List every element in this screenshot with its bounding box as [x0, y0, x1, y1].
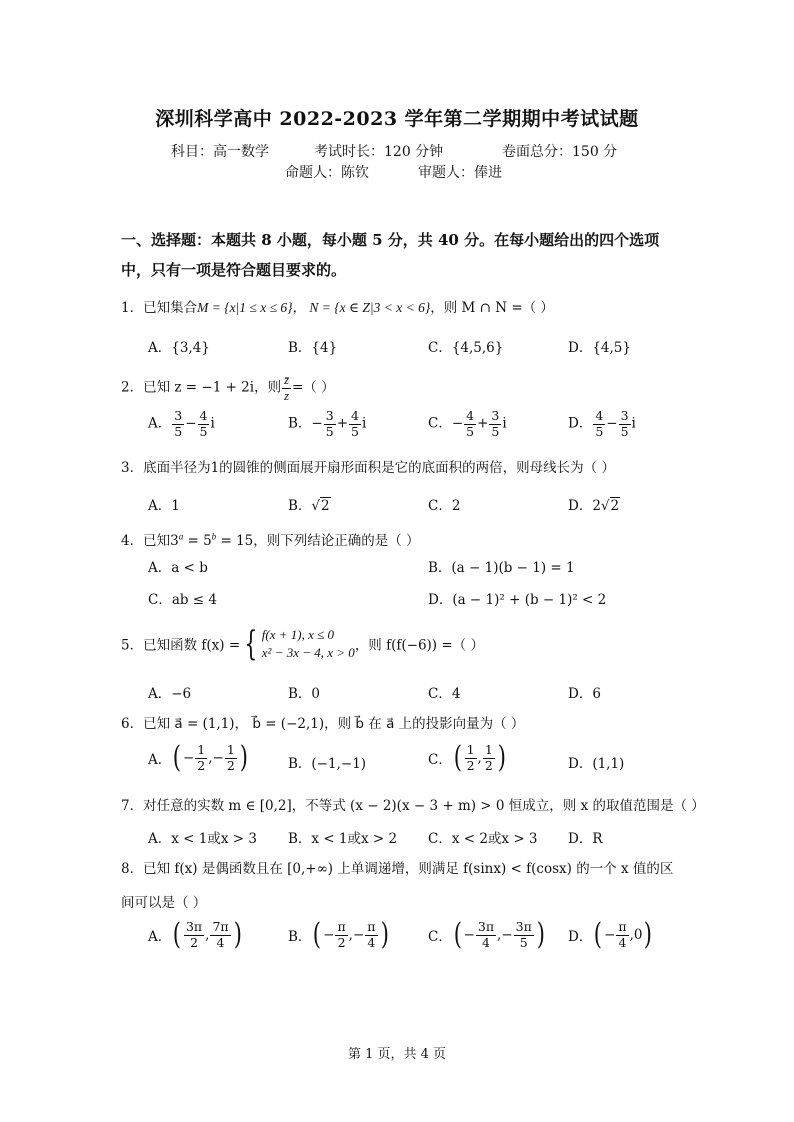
separator: , [477, 750, 482, 766]
sqrt-sign: √ [600, 498, 610, 514]
fraction [616, 921, 628, 949]
question-2 [121, 374, 335, 402]
fraction [365, 921, 377, 949]
minus-sign: − [323, 927, 335, 943]
q8-option-a[interactable] [148, 917, 243, 952]
q8-option-c[interactable] [428, 917, 547, 952]
question-text-tail: ，则 f(f(−6)) =（ ） [354, 637, 484, 654]
sqrt-sign: √ [311, 498, 321, 514]
numerator: 3 [620, 408, 629, 423]
denominator: 4 [216, 934, 225, 950]
q4-option-b[interactable]: B．(a − 1)(b − 1) = 1 [428, 560, 575, 576]
left-paren: ( [173, 740, 182, 775]
question-7: 7．对任意的实数 m ∈ [0,2]，不等式 (x − 2)(x − 3 + m) > 0 恒成立，则 x 的取值范围是（ ） [121, 798, 705, 814]
numerator: π [618, 919, 627, 934]
denominator: 5 [325, 423, 334, 439]
q7-option-d[interactable]: D．R [568, 831, 603, 847]
total-score-label: 卷面总分：150 分 [502, 144, 618, 160]
piecewise-cases [262, 626, 355, 661]
q4-option-c[interactable]: C．ab ≤ 4 [148, 592, 218, 608]
q8-option-d[interactable] [568, 917, 654, 952]
question-text: 4．已知3 [121, 533, 179, 549]
imag-unit: i [502, 415, 507, 432]
left-paren: ( [173, 917, 182, 952]
set-n: ， N = {x ∈ Z|3 < x < 6} [292, 300, 431, 315]
option-label: B． [288, 415, 312, 432]
fraction [514, 921, 534, 949]
numerator: 4 [199, 408, 208, 423]
fraction [172, 410, 184, 438]
fraction [349, 410, 361, 438]
fraction [324, 410, 336, 438]
question-number: 1． [121, 300, 144, 316]
q5-option-d[interactable]: D．6 [568, 686, 601, 702]
denominator: 2 [190, 934, 199, 950]
question-8-line1: 8．已知 f(x) 是偶函数且在 [0,+∞) 上单调递增，则满足 f(sinx) < f(cosx) 的一个 x 值的区 [121, 861, 674, 877]
fraction [184, 921, 204, 949]
fraction [489, 410, 501, 438]
fraction [483, 744, 495, 772]
numerator: 4 [351, 408, 359, 423]
minus-sign: − [604, 927, 616, 943]
question-text: 已知 z = −1 + 2i，则 [143, 379, 282, 396]
q5-option-a[interactable]: A．−6 [148, 686, 192, 702]
question-text-tail: = 15，则下列结论正确的是（ ） [216, 533, 420, 549]
q4-option-d[interactable]: D．(a − 1)² + (b − 1)² < 2 [428, 592, 607, 608]
denominator: 5 [595, 423, 604, 439]
denominator: 2 [484, 757, 493, 773]
numerator: 4 [595, 408, 604, 423]
left-paren: ( [594, 917, 603, 952]
q3-option-c[interactable]: C．2 [428, 498, 461, 514]
denominator: 5 [199, 423, 208, 439]
q7-option-b[interactable]: B．x < 1或x > 2 [288, 831, 398, 847]
exam-title: 深圳科学高中 2022-2023 学年第二学期期中考试试题 [155, 108, 639, 130]
question-4 [121, 529, 420, 549]
case-1: f(x + 1), x ≤ 0 [261, 627, 334, 642]
denominator: 4 [481, 934, 490, 950]
sqrt-radicand [610, 498, 621, 514]
q7-option-a[interactable]: A．x < 1或x > 3 [148, 831, 257, 847]
fraction [335, 921, 347, 949]
exponent-b: b [211, 531, 217, 542]
numerator: 3π [515, 919, 532, 934]
minus-sign: − [463, 927, 475, 943]
denominator: 2 [466, 757, 475, 773]
question-8-line2: 间可以是（ ） [121, 895, 207, 911]
q6-option-a[interactable] [148, 740, 250, 775]
option-label: A． [148, 929, 172, 945]
denominator: 5 [174, 423, 183, 439]
operator: + [336, 415, 348, 432]
imag-unit: i [631, 415, 636, 432]
sqrt-radicand [320, 498, 331, 514]
question-number: 2． [121, 379, 144, 396]
right-paren: ) [380, 917, 389, 952]
denominator: z [284, 388, 289, 403]
fraction [593, 410, 605, 438]
q3-option-a[interactable]: A．1 [148, 498, 180, 514]
option-label: B． [288, 498, 312, 514]
question-text-mid: = 5 [183, 533, 212, 549]
q8-option-b[interactable] [288, 917, 390, 952]
radicand: 2 [321, 498, 330, 514]
denominator: 5 [351, 423, 359, 439]
option-label: D．2 [568, 498, 601, 514]
operator: − [185, 415, 197, 432]
q1-option-a[interactable]: A．{3,4} [148, 340, 210, 356]
section-heading-line2: 中，只有一项是符合题目要求的。 [121, 261, 347, 279]
q5-option-c[interactable]: C．4 [428, 686, 461, 702]
denominator: 5 [491, 423, 500, 439]
operator: − [606, 415, 618, 432]
separator: ,− [497, 927, 513, 943]
set-m: M = {x|1 ≤ x ≤ 6} [197, 300, 293, 315]
fraction [225, 744, 237, 772]
q2-option-c[interactable] [428, 410, 507, 438]
q1-option-c[interactable]: C．{4,5,6} [428, 340, 504, 356]
fraction [198, 410, 210, 438]
option-label: A． [148, 415, 172, 432]
numerator: 4 [466, 408, 475, 423]
fraction [476, 921, 496, 949]
option-label: C． [428, 752, 452, 768]
question-6: 6．已知 a⃗ = (1,1)， b⃗ = (−2,1)，则 b⃗ 在 a⃗ 上的投影向量为（ ） [121, 716, 525, 732]
q1-option-d[interactable]: D．{4,5} [568, 340, 631, 356]
imag-unit: i [210, 415, 215, 432]
q4-option-a[interactable]: A．a < b [148, 560, 208, 576]
reviewer-label: 审题人：俸进 [418, 165, 502, 181]
q2-option-a[interactable] [148, 410, 215, 438]
question-3: 3．底面半径为1的圆锥的侧面展开扇形面积是它的底面积的两倍，则母线长为（ ） [121, 460, 615, 476]
interval-end: ,0 [629, 927, 643, 943]
option-label: C． [428, 929, 452, 945]
option-label: A． [148, 752, 172, 768]
numerator: z̄ [284, 373, 289, 387]
operator: + [477, 415, 489, 432]
denominator: 5 [519, 934, 528, 950]
numerator: 7π [212, 919, 229, 934]
denominator: 5 [620, 423, 629, 439]
numerator: 3 [325, 408, 334, 423]
fraction [210, 921, 230, 949]
q7-option-c[interactable]: C．x < 2或x > 3 [428, 831, 538, 847]
option-label: D． [568, 929, 593, 945]
question-1 [121, 296, 554, 316]
fraction [464, 410, 476, 438]
fraction [465, 744, 477, 772]
left-paren: ( [453, 917, 462, 952]
right-paren: ) [497, 740, 506, 775]
section-heading-line1: 一、选择题：本题共 8 小题，每小题 5 分，共 40 分。在每小题给出的四个选项 [121, 231, 660, 249]
q5-option-b[interactable]: B．0 [288, 686, 321, 702]
numerator: π [337, 919, 346, 934]
option-label: C． [428, 415, 452, 432]
question-text: 已知集合 [143, 300, 198, 316]
q3-option-d[interactable] [568, 494, 620, 514]
numerator: 1 [484, 742, 493, 757]
numerator: 3 [174, 408, 183, 423]
separator: ,− [208, 750, 224, 766]
numerator: 1 [226, 742, 235, 757]
denominator: 2 [337, 934, 346, 950]
denominator: 5 [466, 423, 475, 439]
denominator: 4 [618, 934, 627, 950]
numerator: 3π [185, 919, 203, 934]
author-label: 命题人：陈钦 [285, 165, 369, 181]
right-paren: ) [644, 917, 653, 952]
numerator: 1 [197, 742, 206, 757]
minus-sign: − [182, 750, 195, 766]
case-2: x² − 3x − 4, x > 0 [261, 644, 355, 660]
fraction [195, 744, 207, 772]
left-paren: ( [313, 917, 322, 952]
q1-option-b[interactable]: B．{4} [288, 340, 338, 356]
sign: − [311, 415, 323, 432]
question-text: 5．已知函数 f(x) = [121, 637, 241, 654]
zbar-over-z-fraction [282, 374, 291, 402]
left-paren: ( [453, 740, 462, 775]
denominator: 2 [197, 757, 206, 773]
separator: , [205, 927, 210, 943]
numerator: 1 [466, 742, 475, 757]
left-brace: { [244, 623, 258, 664]
option-label: B． [288, 929, 312, 945]
right-paren: ) [536, 917, 545, 952]
exponent-a: a [178, 531, 184, 542]
question-5 [121, 623, 484, 664]
numerator: 3π [477, 919, 495, 934]
fraction [619, 410, 631, 438]
imag-unit: i [361, 415, 367, 432]
q6-option-b[interactable]: B．(−1,−1) [288, 756, 367, 772]
q6-option-c[interactable] [428, 740, 507, 775]
radicand: 2 [610, 498, 620, 514]
denominator: 2 [226, 757, 235, 773]
duration-label: 考试时长：120 分钟 [314, 144, 444, 160]
right-paren: ) [233, 917, 242, 952]
denominator: 4 [367, 934, 376, 950]
subject-label: 科目：高一数学 [171, 144, 269, 160]
q3-option-b[interactable] [288, 494, 331, 514]
q2-option-d[interactable] [568, 410, 636, 438]
separator: ,− [348, 927, 365, 943]
q2-option-b[interactable] [288, 410, 366, 438]
question-text-tail: =（ ） [291, 379, 335, 396]
q6-option-d[interactable]: D．(1,1) [568, 756, 625, 772]
page-footer: 第 1 页，共 4 页 [347, 1047, 447, 1062]
right-paren: ) [239, 740, 248, 775]
question-text-tail: ，则 M ∩ N =（ ） [430, 300, 554, 316]
sign: − [451, 415, 464, 432]
numerator: 3 [491, 408, 500, 423]
option-label: D． [568, 415, 593, 432]
numerator: π [367, 919, 376, 934]
